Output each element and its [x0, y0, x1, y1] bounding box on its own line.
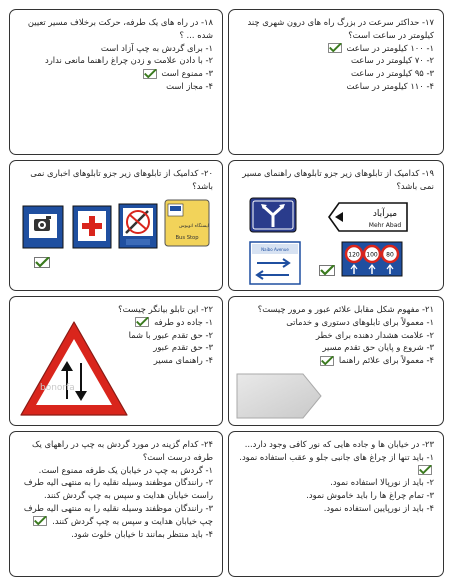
sign-text-en: Mehr Abad	[368, 222, 402, 229]
question-24-title: ۲۴- کدام گزینه در مورد گردش به چپ در راههای یک طرفه درست است؟	[32, 439, 213, 462]
checkmark-icon	[319, 265, 335, 276]
q21-option-1[interactable]: ۱- معمولاً برای تابلوهای دستوری و خدماتی	[286, 316, 434, 327]
q24-option-3-label: ۳- رانندگان موظفند وسیله نقلیه را به منتهی الیه طرف چپ خیابان هدایت و سپس به چپ گردش کنند.	[23, 502, 213, 526]
lane-sign-caption: Naibo Avenue	[261, 247, 289, 252]
question-card-18	[9, 9, 223, 155]
q18-option-3-label: ۳- ممنوع است	[161, 68, 213, 79]
checkmark-icon	[33, 516, 47, 526]
q23-option-1[interactable]	[238, 451, 434, 477]
q23-option-2[interactable]: ۲- باید از نورپالا استفاده نمود.	[330, 477, 434, 488]
two-way-traffic-warning-sign[interactable]	[18, 319, 130, 419]
q17-option-1[interactable]	[238, 42, 434, 55]
direction-sign-mehrabad[interactable]	[327, 201, 409, 233]
q18-option-3[interactable]	[19, 67, 213, 80]
speed-limit-signs	[346, 246, 398, 262]
sign-text-fa: میرآباد	[372, 209, 398, 219]
q22-option-2[interactable]: ۲- حق تقدم عبور با شما	[128, 329, 213, 340]
q24-option-2[interactable]: ۲- رانندگان موظفند وسیله نقلیه را به منتهی الیه طرف راست خیابان هدایت و سپس به چپ گردش کنند.	[23, 477, 213, 501]
q23-option-3[interactable]: ۳- تمام چراغ ها را باید خاموش نمود.	[306, 490, 434, 501]
junction-guide-sign[interactable]	[249, 197, 297, 233]
q24-option-3[interactable]	[19, 502, 213, 528]
checkmark-icon	[135, 317, 149, 327]
q22-option-4[interactable]: ۴- راهنمای مسیر	[153, 355, 213, 366]
q21-option-4[interactable]	[238, 354, 434, 367]
checkmark-icon	[34, 257, 50, 268]
checkmark-icon	[418, 465, 432, 475]
q23-option-4[interactable]: ۴- باید از نورپایین استفاده نمود.	[323, 502, 434, 513]
lane-guide-sign[interactable]	[249, 241, 301, 285]
question-19-title: ۱۹- کدامیک از تابلوهای زیر جزو تابلوهای راهنمای مسیر نمی باشد؟	[242, 168, 434, 191]
q24-option-1[interactable]: ۱- گردش به چپ در خیابان یک طرفه ممنوع است.	[38, 464, 213, 475]
pointed-guide-sign-shape[interactable]	[235, 371, 325, 421]
question-23-title: ۲۳- در خیابان ها و جاده هایی که نور کافی وجود دارد...	[244, 439, 434, 449]
question-card-19	[228, 160, 444, 291]
question-18-title: ۱۸- در راه های یک طرفه، حرکت برخلاف مسیر تعیین شده ... ؟	[27, 17, 213, 40]
q21-option-2[interactable]: ۲- علامت هشدار دهنده برای خطر	[315, 329, 434, 340]
q17-option-3[interactable]: ۳- ۹۵ کیلومتر در ساعت	[351, 68, 434, 79]
q18-option-1[interactable]: ۱- برای گردش به چپ آزاد است	[100, 42, 213, 53]
q17-option-1-label: ۱- ۱۰۰ کیلومتر در ساعت	[346, 42, 434, 53]
q22-option-1-label: ۱- جاده دو طرفه	[154, 316, 213, 327]
q18-option-4[interactable]: ۴- مجاز است	[166, 80, 213, 91]
bus-sign-text-en: Bus Stop	[175, 235, 199, 241]
question-17-title: ۱۷- حداکثر سرعت در بزرگ راه های درون شهری چند کیلومتر در ساعت است؟	[247, 17, 434, 40]
checkmark-icon	[328, 43, 342, 53]
question-20-title: ۲۰- کدامیک از تابلوهای زیر جزو تابلوهای اخباری نمی باشد؟	[30, 168, 213, 191]
q21-option-3[interactable]: ۳- شروع و پایان حق تقدم مسیر	[322, 342, 434, 353]
q18-option-2[interactable]: ۲- با دادن علامت و زدن چراغ راهنما مانعی ندارد	[44, 55, 213, 66]
watermark: bonorfa	[40, 383, 75, 393]
question-card-23	[228, 431, 444, 577]
bus-stop-sign[interactable]	[164, 199, 210, 247]
speed-camera-sign[interactable]	[22, 205, 64, 249]
speed-value-1: 120	[348, 251, 360, 259]
repair-shop-sign[interactable]	[118, 203, 158, 249]
question-card-22	[9, 296, 223, 426]
q24-option-4[interactable]: ۴- باید منتظر بمانند تا خیابان خلوت شود.	[71, 528, 213, 539]
first-aid-sign[interactable]	[72, 205, 112, 249]
q23-option-1-label: ۱- باید تنها از چراغ های جانبی جلو و عقب استفاده نمود.	[239, 451, 434, 462]
question-21-title: ۲۱- مفهوم شکل مقابل علائم عبور و مرور چیست؟	[257, 304, 434, 314]
bus-sign-text-fa: ایستگاه اتوبوس	[178, 224, 210, 229]
q22-option-3[interactable]: ۳- حق تقدم عبور	[153, 342, 213, 353]
speed-value-3: 80	[386, 251, 394, 259]
q21-option-4-label: ۴- معمولاً برای علائم راهنما	[338, 355, 434, 366]
q17-option-2[interactable]: ۲- ۷۰ کیلومتر در ساعت	[351, 55, 434, 66]
question-card-21	[228, 296, 444, 426]
question-card-17	[228, 9, 444, 155]
q17-option-4[interactable]: ۴- ۱۱۰ کیلومتر در ساعت	[346, 80, 434, 91]
question-22-title: ۲۲- این تابلو بیانگر چیست؟	[118, 304, 213, 314]
lane-speed-limit-sign[interactable]	[341, 241, 403, 277]
question-card-20	[9, 160, 223, 291]
speed-value-2: 100	[366, 251, 378, 259]
checkmark-icon	[320, 356, 334, 366]
checkmark-icon	[143, 69, 157, 79]
question-card-24	[9, 431, 223, 577]
